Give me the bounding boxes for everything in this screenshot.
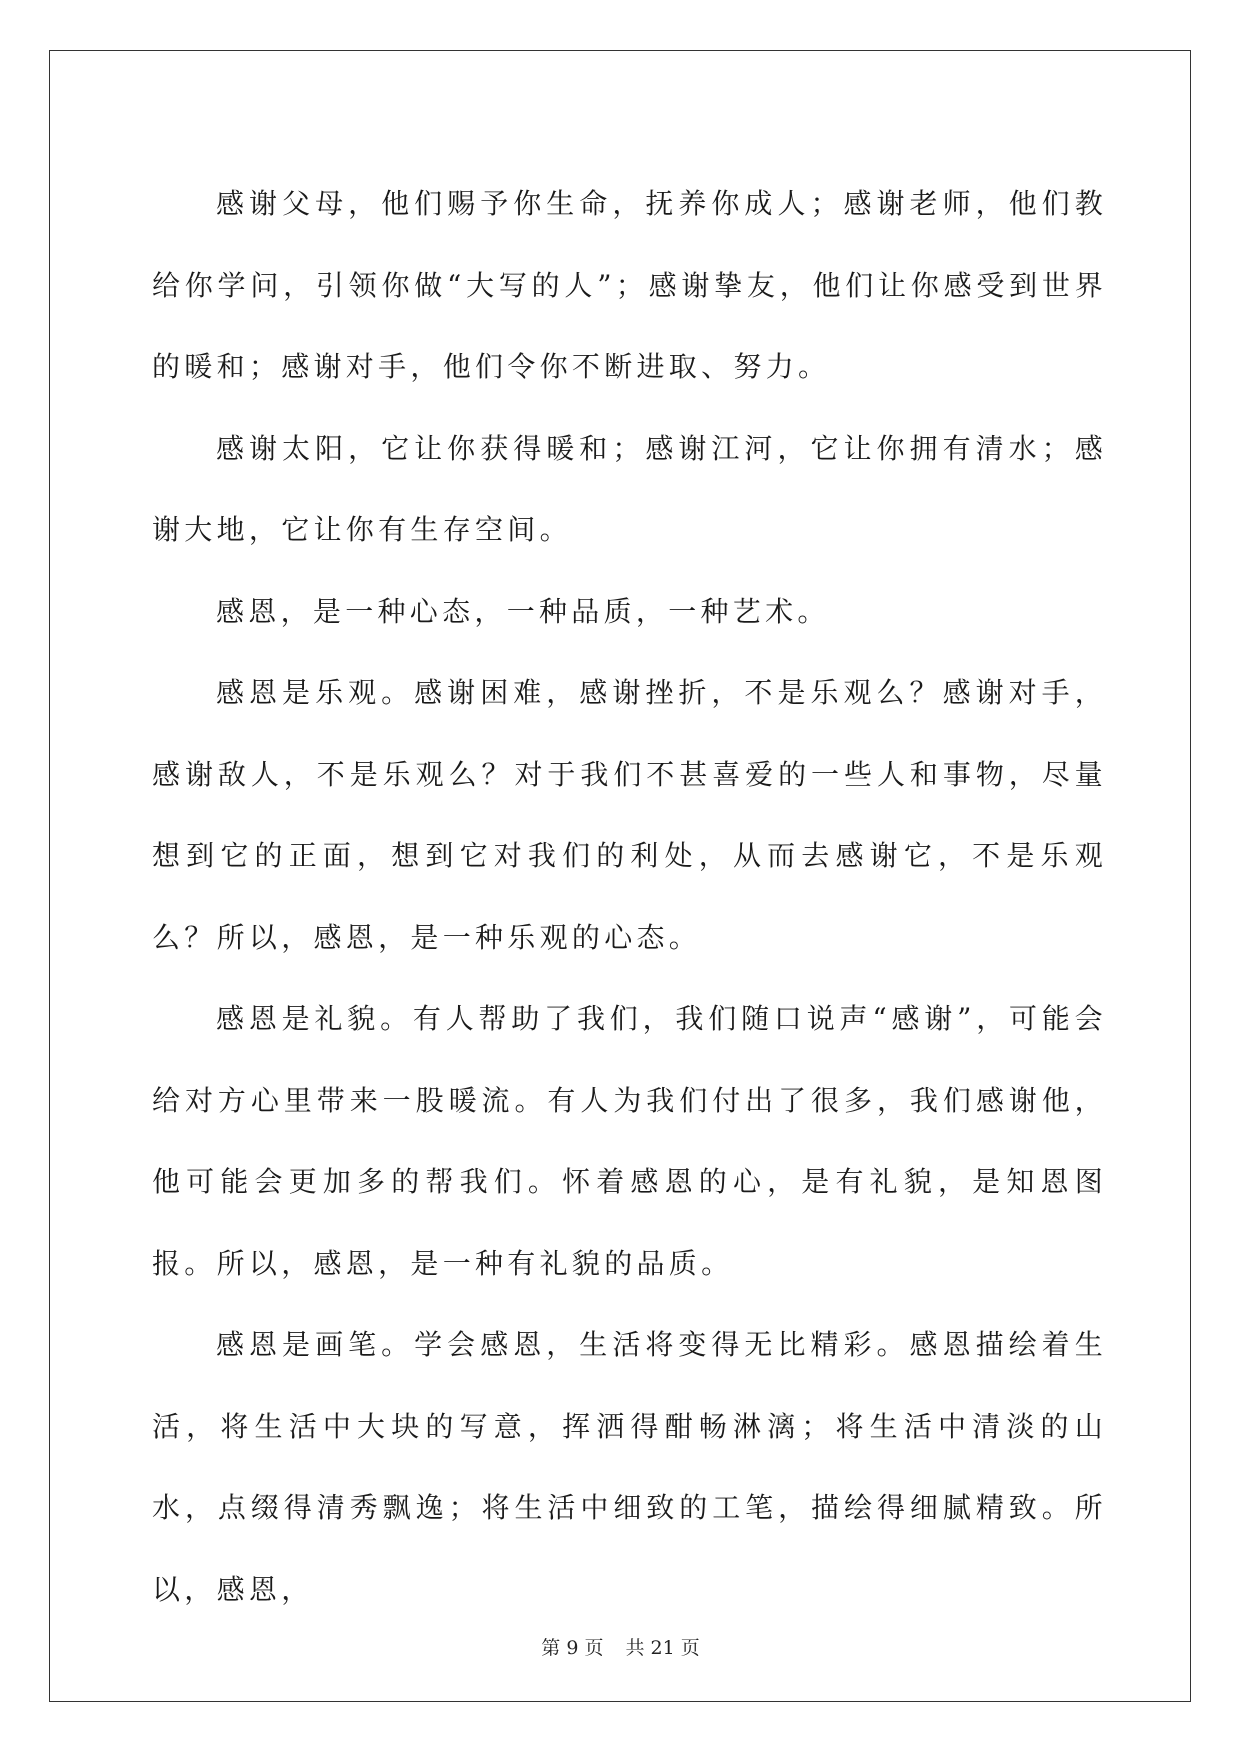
document-body xyxy=(152,163,1107,1630)
page-footer xyxy=(0,1633,1241,1660)
paragraph: 感恩是画笔。学会感恩，生活将变得无比精彩。感恩描绘着生活，将生活中大块的写意，挥洒得酣畅淋漓；将生活中清淡的山水，点缀得清秀飘逸；将生活中细致的工笔，描绘得细腻精致。所以，感恩， xyxy=(152,1328,1107,1606)
paragraph: 感恩，是一种心态，一种品质，一种艺术。 xyxy=(216,594,830,628)
paragraph: 感谢太阳，它让你获得暖和；感谢江河，它让你拥有清水；感谢大地，它让你有生存空间。 xyxy=(152,431,1107,546)
page-number: 第 9 页 xyxy=(541,1637,604,1659)
paragraph: 感恩是礼貌。有人帮助了我们，我们随口说声“感谢”，可能会给对方心里带来一股暖流。有人为我们付出了很多，我们感谢他，他可能会更加多的帮我们。怀着感恩的心，是有礼貌，是知恩图报。所以，感恩，是一种有礼貌的品质。 xyxy=(152,1002,1107,1280)
paragraph: 感恩是乐观。感谢困难，感谢挫折，不是乐观么？感谢对手，感谢敌人，不是乐观么？对于我们不甚喜爱的一些人和事物，尽量想到它的正面，想到它对我们的利处，从而去感谢它，不是乐观么？所以，感恩，是一种乐观的心态。 xyxy=(152,676,1107,954)
page-total: 共 21 页 xyxy=(625,1637,700,1659)
paragraph: 感谢父母，他们赐予你生命，抚养你成人；感谢老师，他们教给你学问，引领你做“大写的人”；感谢挚友，他们让你感受到世界的暖和；感谢对手，他们令你不断进取、努力。 xyxy=(152,187,1107,383)
